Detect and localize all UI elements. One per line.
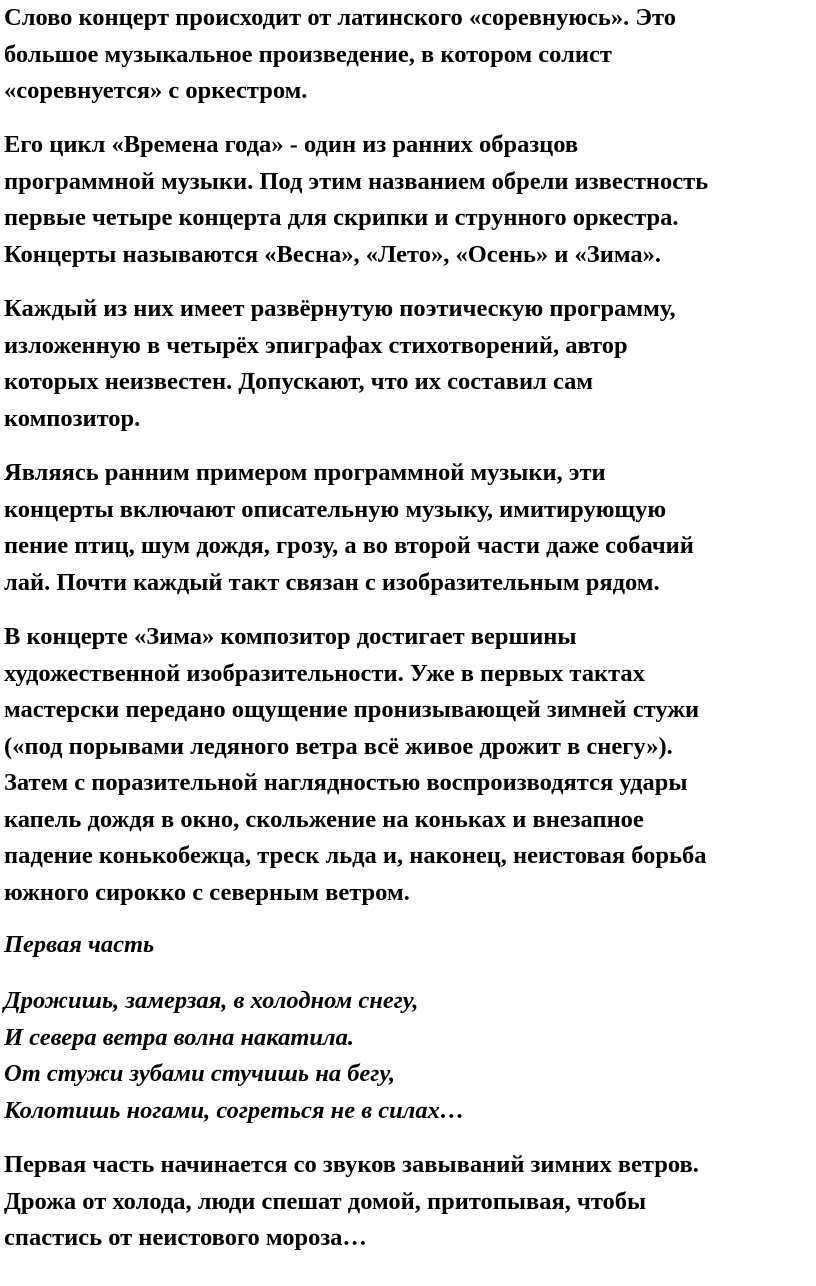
paragraph-first-part-description — [4, 1147, 699, 1257]
text-line: лай. Почти каждый такт связан с изобразительным рядом. — [4, 568, 660, 596]
text-line: В концерте «Зима» композитор достигает вершины — [4, 623, 577, 650]
text-line: Являясь ранним примером программной музыки, эти — [4, 459, 606, 486]
poem-line: И севера ветра волна накатила. — [4, 1023, 354, 1051]
paragraph-concert-definition — [4, 0, 676, 110]
text-line: Первая часть начинается со звуков завываний зимних ветров. — [4, 1151, 699, 1178]
poem-line: Колотишь ногами, согреться не в силах… — [4, 1096, 465, 1124]
poem-line: От стужи зубами стучишь на бегу, — [4, 1060, 396, 1087]
text-line: концерты включают описательную музыку, имитирующую — [4, 495, 667, 523]
section-heading-first-part — [4, 927, 154, 964]
text-line: Каждый из них имеет развёрнутую поэтическую программу, — [4, 295, 676, 322]
text-line: капель дождя в окно, скольжение на коньках и внезапное — [4, 805, 644, 833]
text-line: которых неизвестен. Допускают, что их составил сам — [4, 368, 594, 395]
paragraph-winter-concerto — [4, 619, 707, 911]
text-line: («под порывами ледяного ветра всё живое дрожит в снегу»). — [4, 732, 673, 760]
text-line: Дрожа от холода, люди спешат домой, притопывая, чтобы — [4, 1187, 647, 1215]
poem-epigraph — [4, 983, 464, 1129]
text-line: программной музыки. Под этим названием обрели известность — [4, 167, 709, 195]
text-line: Первая часть — [4, 931, 155, 958]
paragraph-descriptive-music — [4, 455, 694, 601]
text-line: художественной изобразительности. Уже в первых тактах — [4, 659, 645, 687]
text-line: Концерты называются «Весна», «Лето», «Осень» и «Зима». — [4, 240, 661, 268]
text-line: Слово концерт происходит от латинского «соревнуюсь». Это — [4, 4, 676, 31]
text-line: мастерски передано ощущение пронизывающей зимней стужи — [4, 696, 700, 723]
text-line: падение конькобежца, треск льда и, наконец, неистовая борьба — [4, 842, 707, 869]
text-line: первые четыре концерта для скрипки и струнного оркестра. — [4, 204, 679, 231]
paragraph-seasons-cycle — [4, 127, 708, 273]
paragraph-poetic-program — [4, 291, 676, 437]
text-line: большое музыкальное произведение, в котором солист — [4, 40, 612, 68]
text-line: южного сирокко с северным ветром. — [4, 878, 410, 906]
poem-line: Дрожишь, замерзая, в холодном снегу, — [4, 987, 419, 1014]
text-line: Затем с поразительной наглядностью воспроизводятся удары — [4, 769, 688, 796]
text-line: Его цикл «Времена года» - один из ранних образцов — [4, 131, 579, 158]
text-line: пение птиц, шум дождя, грозу, а во второй части даже собачий — [4, 532, 694, 559]
text-line: изложенную в четырёх эпиграфах стихотворений, автор — [4, 331, 628, 359]
text-line: «соревнуется» с оркестром. — [4, 77, 308, 104]
text-line: композитор. — [4, 404, 141, 432]
text-line: спастись от неистового мороза… — [4, 1224, 367, 1251]
